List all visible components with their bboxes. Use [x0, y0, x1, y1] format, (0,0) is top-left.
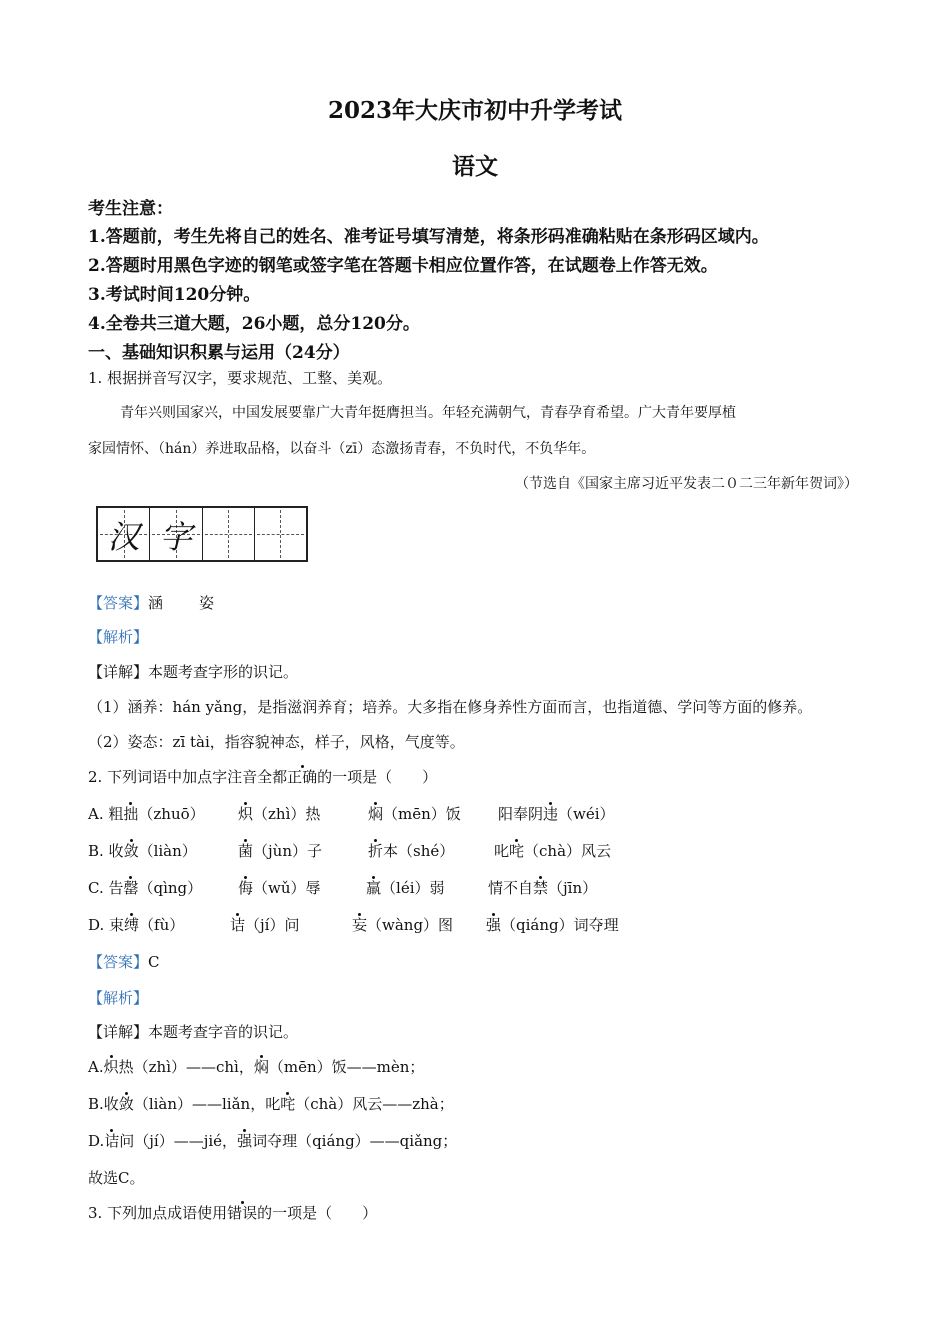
q1-passage-line1: 青年兴则国家兴，中国发展要靠广大青年挺膺担当。年轻充满朝气，青春孕育希望。广大青年要厚植: [120, 405, 736, 421]
q2-option-a: A. 粗拙（zhuō） 炽（zhì）热 焖（mēn）饭 阳奉阴违（wéi）: [88, 805, 615, 823]
notice-heading: 考生注意：: [88, 199, 173, 219]
q1-detail: 【详解】本题考查字形的识记。: [88, 663, 299, 681]
q2-option-b: B. 收敛（liàn） 菌（jùn）子 折本（shé） 叱咤（chà）风云: [88, 842, 612, 860]
q2-option-c: C. 告罄（qìng） 侮（wǔ）辱 羸（léi）弱 情不自禁（jīn）: [88, 879, 598, 897]
q2-detail: 【详解】本题考查字音的识记。: [88, 1023, 299, 1041]
answer-tag: 【答案】: [88, 953, 149, 971]
q2-stem-dotted: 正确: [287, 768, 318, 786]
q2-answer-value: C: [148, 953, 160, 971]
q2-detail-a: A.炽热（zhì）——chì，焖（mēn）饭——mèn；: [88, 1058, 425, 1076]
grid-char: 字: [159, 518, 192, 556]
q1-answer: [88, 592, 214, 613]
grid-char: 汉: [107, 518, 140, 556]
q1-detail-2: （2）姿态：zī tài，指容貌神态，样子，风格，气度等。: [88, 733, 465, 751]
notice-item-4: 4.全卷共三道大题，26小题，总分120分。: [88, 314, 420, 334]
notice-item-2: 2.答题时用黑色字迹的钢笔或签字笔在答题卡相应位置作答，在试题卷上作答无效。: [88, 256, 718, 276]
exam-title: 2023年大庆市初中升学考试: [327, 97, 622, 124]
q2-detail-b: B.收敛（liàn）——liǎn，叱咤（chà）风云——zhà；: [88, 1095, 454, 1113]
q1-source: （节选自《国家主席习近平发表二０二三年新年贺词》）: [515, 476, 858, 492]
q2-analysis-tag: 【解析】: [88, 989, 149, 1007]
q2-conclusion: 故选C。: [88, 1169, 145, 1187]
grid-cell: [98, 508, 150, 560]
answer-tag: 【答案】: [88, 594, 149, 612]
q3-stem-pre: 3. 下列加点成语使用: [88, 1204, 228, 1222]
q2-stem: [88, 766, 437, 787]
q1-passage-line2: 家园情怀、（hán）养进取品格，以奋斗（zī）态激扬青春，不负时代，不负华年。: [88, 441, 596, 457]
q1-answer-a: 涵: [148, 594, 164, 612]
notice-item-3: 3.考试时间120分钟。: [88, 285, 261, 305]
section-heading: 一、基础知识积累与运用（24分）: [88, 343, 350, 363]
grid-cell: [203, 508, 255, 560]
exam-subject: 语文: [452, 153, 498, 180]
q2-stem-pre: 2. 下列词语中加点字注音全都: [88, 768, 288, 786]
q2-option-d: D. 束缚（fù） 诘（jí）问 妄（wàng）图 强（qiáng）词夺理: [88, 916, 619, 934]
grid-cell: [150, 508, 202, 560]
notice-item-1: 1.答题前，考生先将自己的姓名、准考证号填写清楚，将条形码准确粘贴在条形码区域内。: [88, 227, 769, 247]
q1-answer-b: 姿: [199, 594, 215, 612]
q2-detail-d: D.诘问（jí）——jié，强词夺理（qiáng）——qiǎng；: [88, 1132, 458, 1150]
q3-stem-post: 的一项是（ ）: [257, 1204, 378, 1222]
q2-answer: [88, 951, 160, 972]
q1-detail-1: （1）涵养：hán yǎng，是指滋润养育；培养。大多指在修身养性方面而言，也指道德、学问等方面的修养。: [88, 698, 813, 716]
grid-cell: [255, 508, 306, 560]
q1-analysis-tag: 【解析】: [88, 628, 149, 646]
q2-stem-post: 的一项是（ ）: [317, 768, 438, 786]
q3-stem: [88, 1202, 377, 1223]
writing-grid: [96, 506, 308, 562]
q1-stem: 1. 根据拼音写汉字，要求规范、工整、美观。: [88, 369, 393, 387]
q3-stem-dotted: 错误: [227, 1204, 258, 1222]
